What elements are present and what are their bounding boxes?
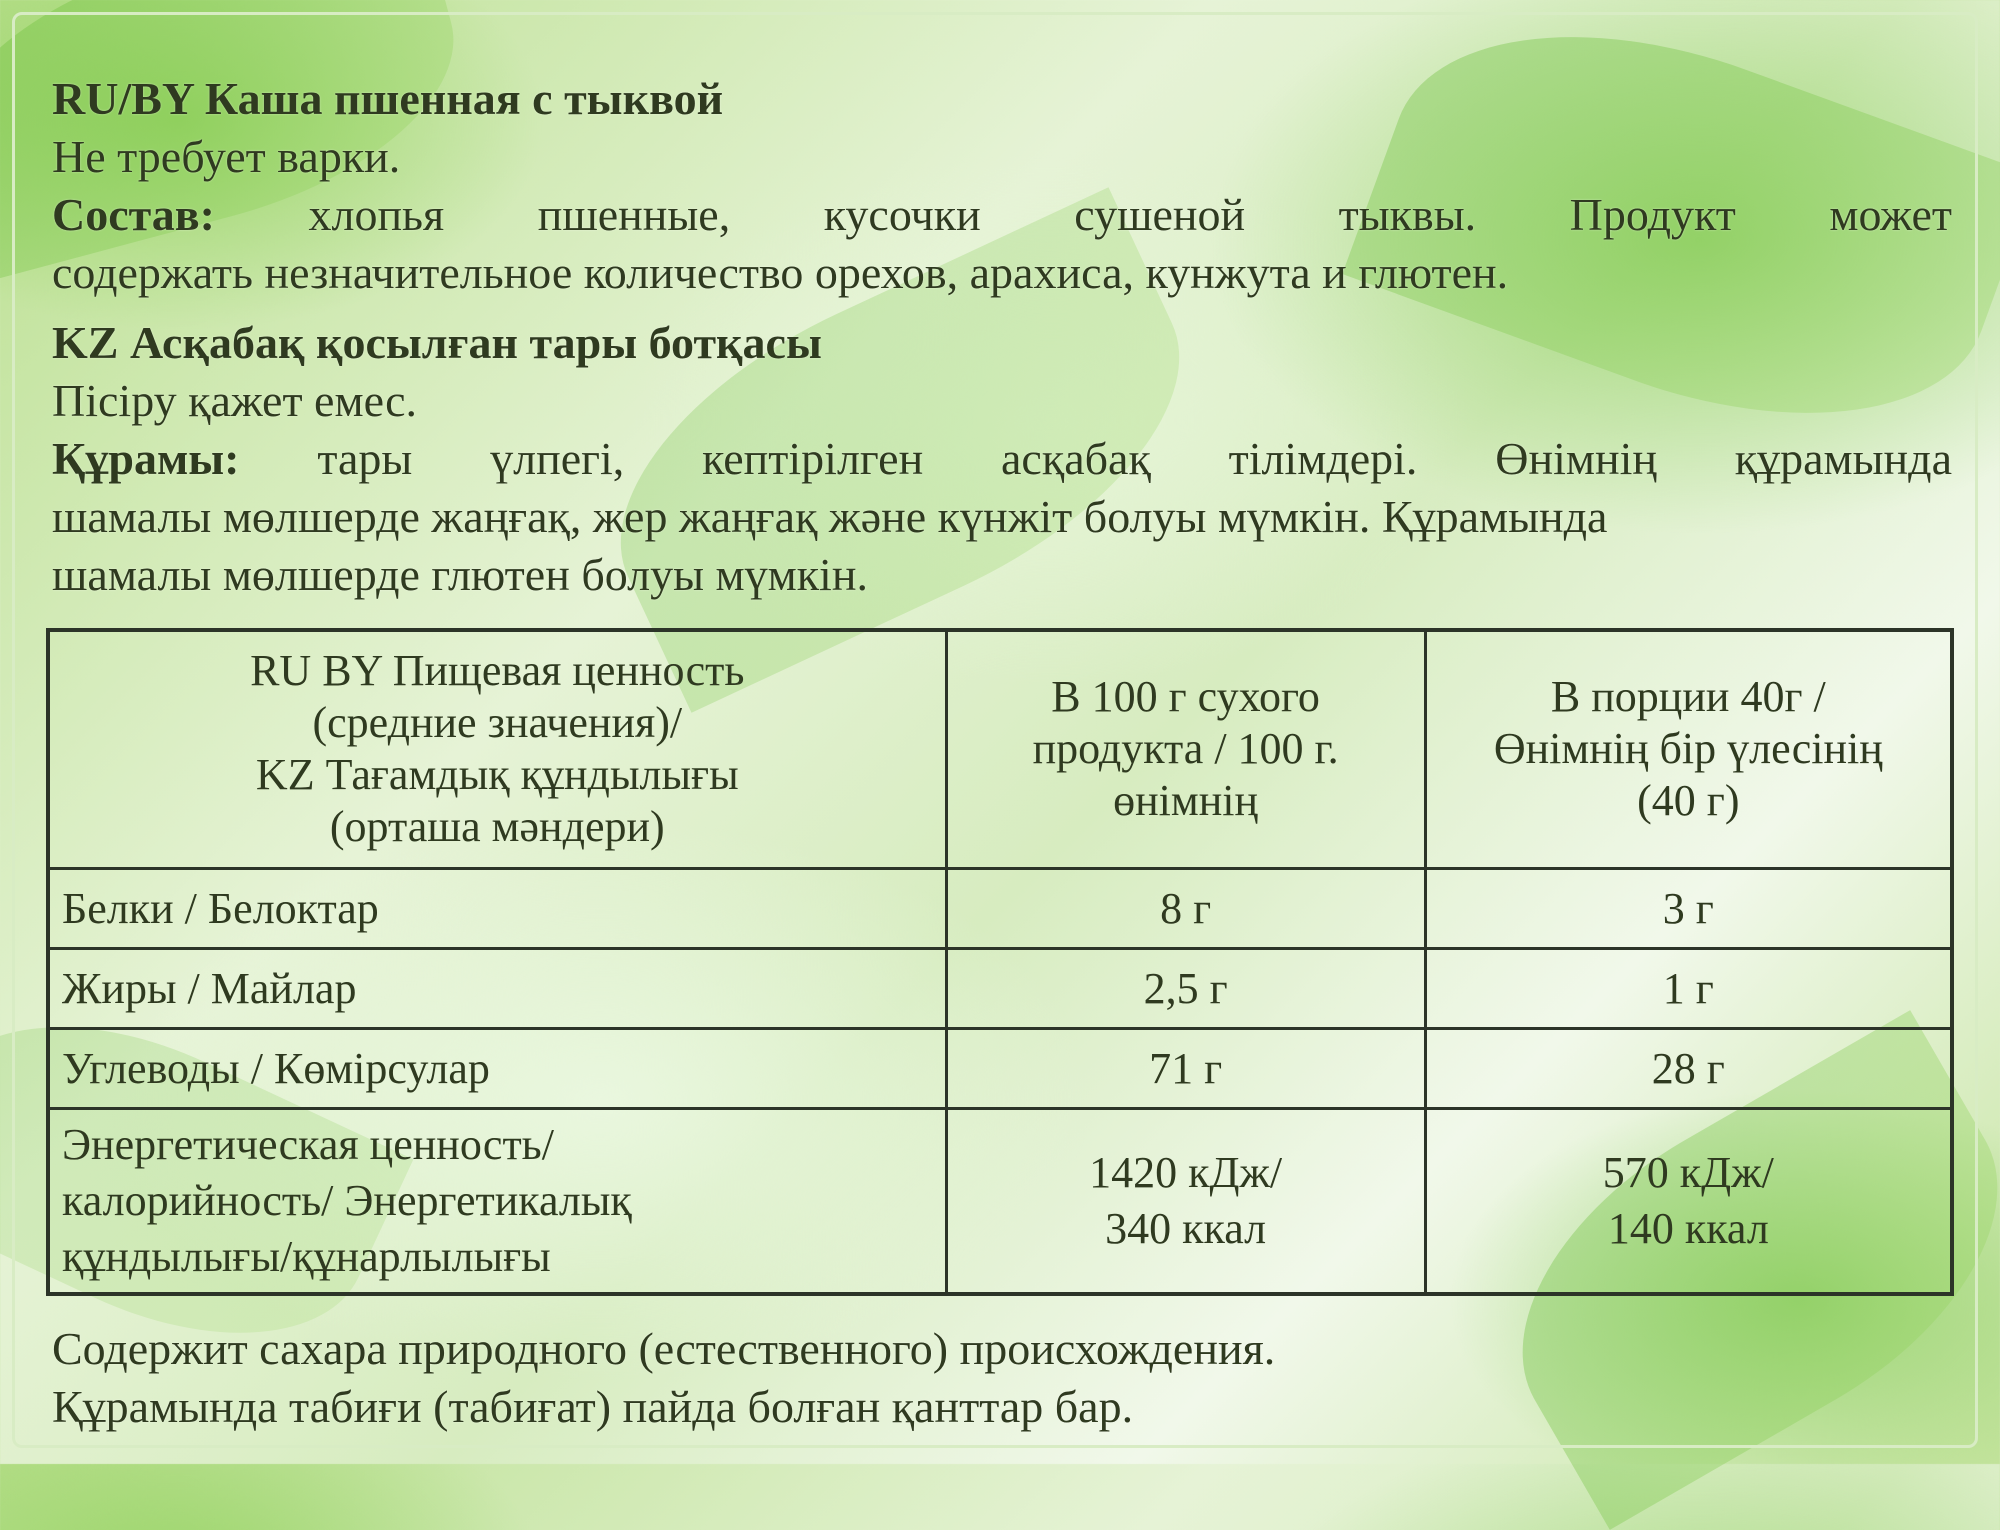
- energy-per100: [946, 1108, 1425, 1294]
- footer-ru: Содержит сахара природного (естественного) происхождения.: [52, 1323, 1276, 1374]
- ru-no-cook: Не требует варки.: [52, 131, 401, 182]
- ru-section: [52, 70, 1952, 302]
- table-row: [48, 948, 1952, 1028]
- header-line: продукта / 100 г.: [1032, 724, 1339, 774]
- header-nutrition-value: [48, 630, 946, 868]
- energy-value-line: 140 ккал: [1607, 1203, 1769, 1253]
- ru-composition-line1: [52, 186, 1952, 244]
- header-line: Өнімнің бір үлесінің: [1493, 724, 1883, 774]
- header-line: (орташа мәндери): [329, 802, 665, 852]
- kz-title: KZ Асқабақ қосылған тары ботқасы: [52, 317, 822, 368]
- kz-no-cook: Пісіру қажет емес.: [52, 375, 418, 426]
- header-line: В порции 40г /: [1550, 672, 1826, 722]
- energy-label-line: құндылығы/құнарлылығы: [62, 1231, 551, 1281]
- ru-composition-text: хлопья пшенные, кусочки сушеной тыквы. Продукт может: [308, 189, 1952, 240]
- kz-section: [52, 314, 1952, 604]
- nutrient-per100: 8 г: [946, 868, 1425, 948]
- header-line: RU BY Пищевая ценность: [250, 646, 745, 696]
- table-header-row: [48, 630, 1952, 868]
- energy-label: [48, 1108, 946, 1294]
- header-line: KZ Тағамдық құндылығы: [255, 750, 739, 800]
- table-row: [48, 868, 1952, 948]
- energy-label-line: Энергетическая ценность/: [62, 1119, 554, 1169]
- energy-portion: [1425, 1108, 1952, 1294]
- nutrient-label: Жиры / Майлар: [48, 948, 946, 1028]
- footer-section: [52, 1320, 1275, 1436]
- header-per-portion: [1425, 630, 1952, 868]
- nutrient-label: Белки / Белоктар: [48, 868, 946, 948]
- nutrient-label: Углеводы / Көмірсулар: [48, 1028, 946, 1108]
- energy-label-line: калорийность/ Энергетикалық: [62, 1175, 632, 1225]
- table-row: [48, 1028, 1952, 1108]
- header-line: (40 г): [1637, 776, 1740, 826]
- ru-title: RU/BY Каша пшенная с тыквой: [52, 73, 724, 124]
- footer-kz: Құрамында табиғи (табиғат) пайда болған қанттар бар.: [52, 1381, 1134, 1432]
- nutrient-portion: 28 г: [1425, 1028, 1952, 1108]
- kz-composition-label: Құрамы:: [52, 433, 240, 484]
- kz-composition-text: тары үлпегі, кептірілген асқабақ тілімдері. Өнімнің құрамында: [317, 433, 1952, 484]
- energy-value-line: 570 кДж/: [1602, 1147, 1774, 1197]
- kz-composition-line3: шамалы мөлшерде глютен болуы мүмкін.: [52, 549, 868, 600]
- header-line: В 100 г сухого: [1051, 672, 1320, 722]
- ru-composition-label: Состав:: [52, 189, 215, 240]
- nutrient-per100: 2,5 г: [946, 948, 1425, 1028]
- nutrient-per100: 71 г: [946, 1028, 1425, 1108]
- nutrient-portion: 3 г: [1425, 868, 1952, 948]
- table-row-energy: [48, 1108, 1952, 1294]
- kz-composition-line2: шамалы мөлшерде жаңғақ, жер жаңғақ және күнжіт болуы мүмкін. Құрамында: [52, 491, 1608, 542]
- nutrient-portion: 1 г: [1425, 948, 1952, 1028]
- ru-composition-line2: содержать незначительное количество орехов, арахиса, кунжута и глютен.: [52, 247, 1509, 298]
- energy-value-line: 340 ккал: [1105, 1203, 1267, 1253]
- header-line: (средние значения)/: [312, 698, 683, 748]
- energy-value-line: 1420 кДж/: [1089, 1147, 1283, 1197]
- header-line: өнімнің: [1113, 776, 1259, 826]
- kz-composition-line1: [52, 430, 1952, 488]
- header-per-100g: [946, 630, 1425, 868]
- nutrition-table: [46, 628, 1954, 1296]
